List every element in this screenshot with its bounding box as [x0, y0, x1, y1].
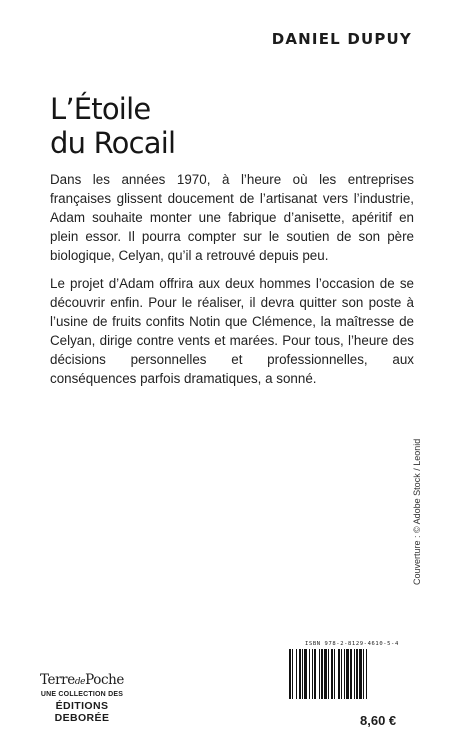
cover-credit: Couverture : © Adobe Stock / Leonid [412, 438, 422, 585]
publisher-brand: TerredePoche [39, 672, 125, 688]
author-name: DANIEL DUPUY [271, 30, 412, 48]
blurb [50, 170, 414, 397]
publisher-logo [28, 672, 136, 724]
barcode-block [287, 641, 409, 706]
blurb-paragraph-2: Le projet d’Adam offrira aux deux hommes l’occasion de se découvrir enfin. Pour le réaliser, il devra quitter son poste à l’usine de fruits confits Notin que Clémence, la maîtresse de Celyan, dirige contre vents et marées. Pour tous, l’heure des décisions personnelles et professionnelles, aux conséquences parfois dramatiques, a sonné. [50, 276, 414, 386]
publisher-editions: ÉDITIONS DEBORÉE [54, 700, 110, 724]
title-line-2: du Rocail [50, 126, 176, 160]
isbn-text: ISBN 978-2-8129-4610-5-4 [305, 641, 399, 647]
barcode-icon [287, 649, 409, 701]
blurb-paragraph-1: Dans les années 1970, à l’heure où les entreprises françaises glissent doucement de l’artisanat vers l’industrie, Adam souhaite monter une fabrique d’anisette, apéritif en plein essor. Il pourra compter sur le soutien de son père biologique, Celyan, qu’il a retrouvé depuis peu. [50, 172, 414, 263]
book-title [50, 92, 175, 160]
price: 8,60 € [360, 713, 397, 728]
title-line-1: L’Étoile [50, 92, 151, 126]
publisher-collection: UNE COLLECTION DES [40, 691, 124, 698]
